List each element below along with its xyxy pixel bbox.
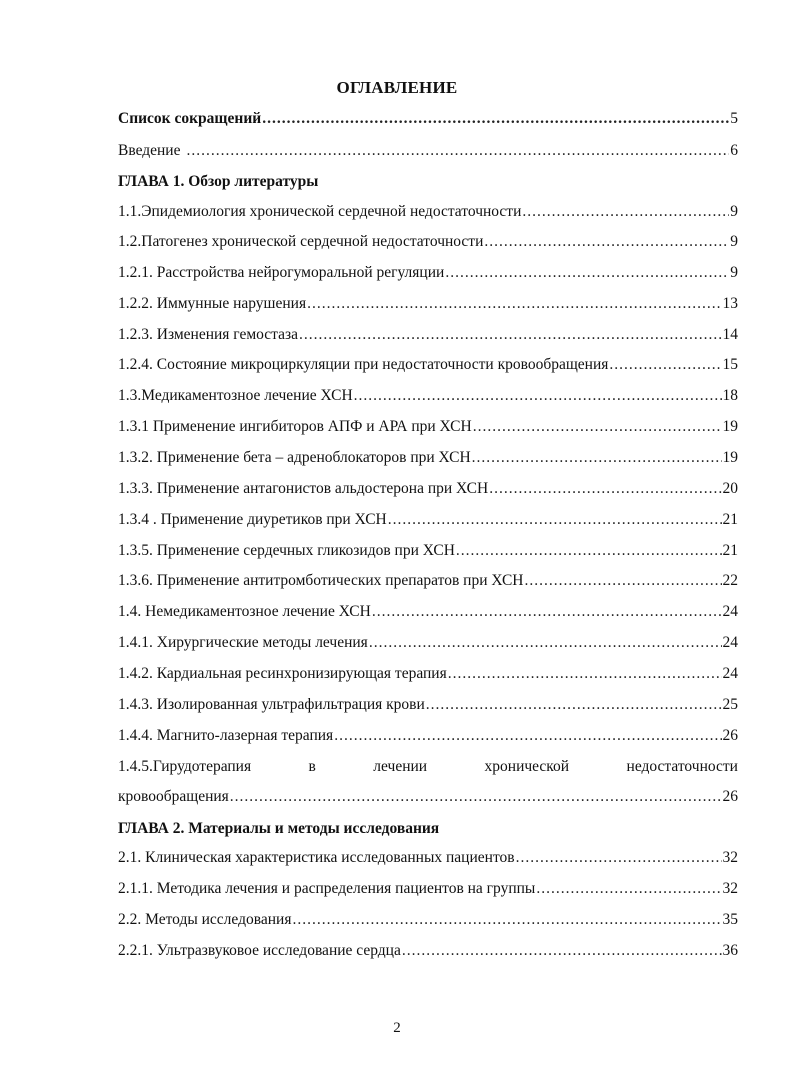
toc-entry-1-2: 1.2. Патогенез хронической сердечной недостаточности ..... 9: [118, 233, 738, 255]
toc-entry-1-3-1: 1.3.1 Применение ингибиторов АПФ и АРА при ХСН ..... 19: [118, 418, 738, 440]
page-number: 2: [393, 1020, 401, 1036]
toc-entry-1-4-5-line2: кровообращения ..... 26: [118, 788, 738, 810]
toc-entry-1-3: 1.3. Медикаментозное лечение ХСН ..... 18: [118, 387, 738, 409]
toc-entry-1-3-2: 1.3.2. Применение бета – адреноблокаторов при ХСН ..... 19: [118, 449, 738, 471]
toc-entry-1-1: 1.1. Эпидемиология хронической сердечной недостаточности ..... 9: [118, 203, 738, 225]
toc-entry-1-3-6: 1.3.6. Применение антитромботических препаратов при ХСН ..... 22: [118, 572, 738, 594]
toc-entry-1-2-4: 1.2.4. Состояние микроциркуляции при недостаточности кровообращения ..... 15: [118, 356, 738, 378]
toc-entry-1-2-1: 1.2.1. Расстройства нейрогуморальной регуляции ..... 9: [118, 264, 738, 286]
toc-entry-abbreviations: Список сокращений ..... 5: [118, 110, 738, 132]
toc-entry-1-4-5-line1: 1.4.5.Гирудотерапия в лечении хронической недостаточности: [118, 758, 738, 775]
toc-entry-1-4: 1.4. Немедикаментозное лечение ХСН ..... 24: [118, 603, 738, 625]
toc-entry-1-3-4: 1.3.4 . Применение диуретиков при ХСН ..... 21: [118, 511, 738, 533]
toc-entry-2-1-1: 2.1.1. Методика лечения и распределения пациентов на группы ..... 32: [118, 880, 738, 902]
toc-entry-2-2: 2.2. Методы исследования ..... 35: [118, 911, 738, 933]
toc-chapter-2-heading: ГЛАВА 2. Материалы и методы исследования: [118, 820, 440, 837]
toc-entry-1-4-3: 1.4.3. Изолированная ультрафильтрация крови ..... 25: [118, 696, 738, 718]
page-title: ОГЛАВЛЕНИЕ: [336, 78, 458, 97]
toc-entry-1-2-3: 1.2.3. Изменения гемостаза ..... 14: [118, 326, 738, 348]
toc-entry-1-3-5: 1.3.5. Применение сердечных гликозидов при ХСН ..... 21: [118, 542, 738, 564]
toc-chapter-1-heading: ГЛАВА 1. Обзор литературы: [118, 173, 319, 190]
toc-entry-1-3-3: 1.3.3. Применение антагонистов альдостерона при ХСН ..... 20: [118, 480, 738, 502]
toc-entry-1-4-1: 1.4.1. Хирургические методы лечения ..... 24: [118, 634, 738, 656]
toc-entry-1-4-2: 1.4.2. Кардиальная ресинхронизирующая терапия ..... 24: [118, 665, 738, 687]
toc-entry-1-2-2: 1.2.2. Иммунные нарушения ..... 13: [118, 295, 738, 317]
toc-entry-2-1: 2.1. Клиническая характеристика исследованных пациентов ..... 32: [118, 849, 738, 871]
toc-entry-introduction: Введение ..... 6: [118, 142, 738, 164]
toc-entry-1-4-4: 1.4.4. Магнито-лазерная терапия ..... 26: [118, 727, 738, 749]
toc-entry-2-2-1: 2.2.1. Ультразвуковое исследование сердца ..... 36: [118, 942, 738, 964]
